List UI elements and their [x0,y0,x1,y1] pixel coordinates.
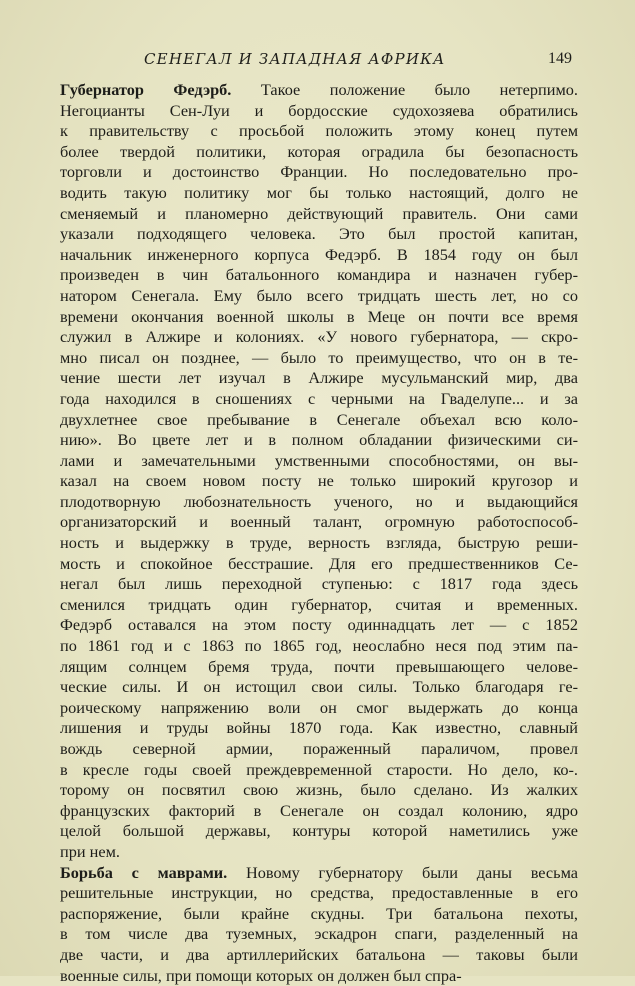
text-line: военные силы, при помощи которых он должен был спра- [60,965,462,985]
text-line: нию». Во цвете лет и в полном обладании физическими си- [60,430,578,450]
text-line: натором Сенегала. Ему было всего тридцать шесть лет, но со [60,285,578,305]
text-line [60,863,578,884]
text-line: при нем. [60,841,120,861]
text-line: Федэрб оставался на этом посту одиннадцать лет — с 1852 [60,615,578,635]
text-line: в кресле годы своей преждевременной старости. Но дело, ко-. [60,759,578,779]
text-line: чение шести лет изучал в Алжире мусульманский мир, два [60,368,578,388]
running-head-title: СЕНЕГАЛ И ЗАПАДНАЯ АФРИКА [144,50,446,68]
text-line: года находился в сношениях с черными на Гваделупе... и за [60,388,578,408]
line-text: Новому губернатору были даны весьма [227,862,578,882]
page-number: 149 [548,50,572,67]
text-line: целой большой державы, контуры которой наметились уже [60,821,578,841]
text-line: времени окончания военной школы в Меце он почти все время [60,306,578,326]
running-head [60,50,572,72]
text-line: роическому напряжению воли он смог выдержать до конца [60,697,578,717]
text-line: распоряжение, были крайне скудны. Три батальона пехоты, [60,903,578,923]
text-line: ческие силы. И он истощил свои силы. Только благодаря ге- [60,677,578,697]
text-line: к правительству с просьбой положить этому конец путем [60,121,578,141]
text-line: в том числе два туземных, эскадрон спаги, разделенный на [60,924,578,944]
text-line: по 1861 год и с 1863 по 1865 год, неослабно неся под этим па- [60,636,578,656]
text-line: организаторский и военный талант, огромную работоспособ- [60,512,578,532]
text-line: вождь северной армии, пораженный параличом, провел [60,739,578,758]
text-line: две части, и два артиллерийских батальона — таковы были [60,944,578,964]
text-line: сменяемый и планомерно действующий правитель. Они сами [60,203,578,223]
text-line: лящим солнцем бремя труда, почти превышающего челове- [60,656,578,676]
text-line: решительные инструкции, но средства, предоставленные в его [60,883,578,903]
text-line [60,80,578,101]
text-line: торговли и достоинство Франции. Но последовательно про- [60,162,578,182]
text-line: французских факторий в Сенегале он создал колонию, ядро [60,800,578,820]
text-line: ность и выдержку в труде, верность взгляда, быструю реши- [60,533,578,553]
text-line: двухлетнее свое пребывание в Сенегале объехал всю коло- [60,409,578,429]
text-line: указали подходящего человека. Это был простой капитан, [60,224,578,244]
text-line: плодотворную любознательность ученого, но и выдающийся [60,491,578,511]
text-line: торому он посвятил свою жизнь, было сделано. Из жалких [60,780,578,800]
text-line: служил в Алжире и колониях. «У нового губернатора, — скро- [60,327,578,347]
text-line: казал на своем новом посту не только широкий кругозор и [60,471,578,491]
paragraph-heading: Губернатор Федэрб. [60,80,232,99]
text-line: мно писал он позднее, — было то преимущество, что он в те- [60,347,578,367]
text-line: более твердой политики, которая оградила бы безопасность [60,141,578,161]
text-line: Негоцианты Сен-Луи и бордосские судохозяева обратились [60,100,578,120]
text-line: произведен в чин батальонного командира и назначен губер- [60,265,578,285]
text-line: лами и замечательными умственными способностями, он вы- [60,450,578,470]
body-text [60,80,578,986]
text-line: лишения и труды войны 1870 года. Как известно, славный [60,718,578,738]
text-line: начальник инженерного корпуса Федэрб. В 1854 году он был [60,244,578,264]
text-line: негал был лишь переходной ступенью: с 1817 года здесь [60,574,578,594]
text-line: водить такую политику мог бы только настоящий, долго не [60,182,578,202]
text-line: сменился тридцать один губернатор, считая и временных. [60,594,578,614]
text-line: мость и спокойное бесстрашие. Для его предшественников Се- [60,553,578,573]
line-text: Такое положение было нетерпимо. [231,80,578,99]
paragraph-heading: Борьба с маврами. [60,862,228,882]
